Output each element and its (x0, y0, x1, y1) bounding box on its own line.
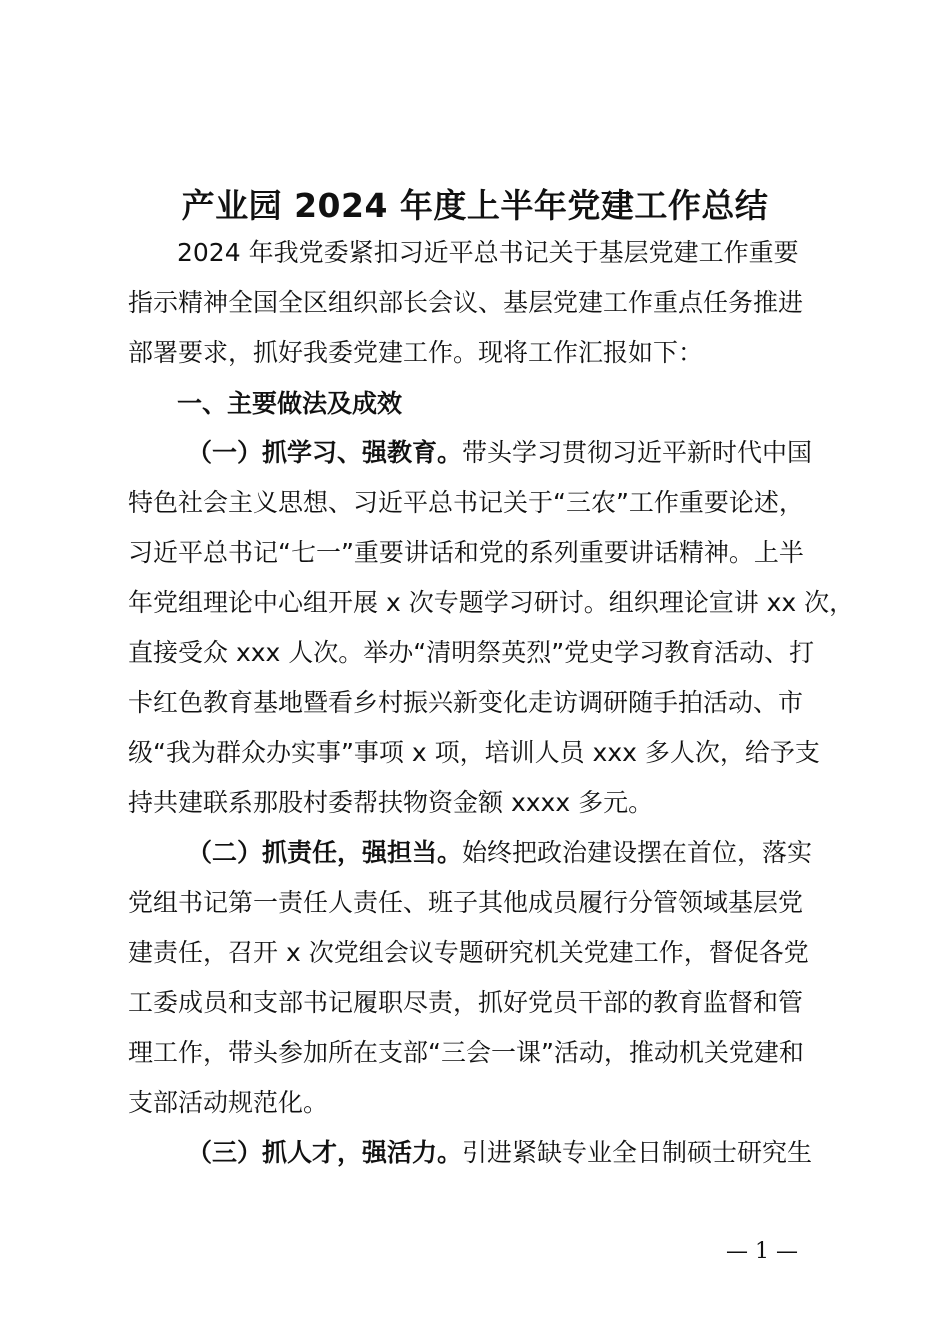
paragraph-line: 特色社会主义思想、习近平总书记关于“三农”工作重要论述， (128, 488, 804, 517)
paragraph-line: 理工作，带头参加所在支部“三会一课”活动，推动机关党建和 (128, 1038, 804, 1067)
paragraph-line: 持共建联系那股村委帮扶物资金额 xxxx 多元。 (128, 788, 654, 817)
section-heading: 一、主要做法及成效 (177, 389, 403, 418)
paragraph-1-text: 带头学习贯彻习近平新时代中国 (462, 438, 813, 467)
document-title: 产业园 2024 年度上半年党建工作总结 (181, 186, 769, 225)
paragraph-line: 年党组理论中心组开展 x 次专题学习研讨。组织理论宣讲 xx 次， (128, 588, 855, 617)
paragraph-line: 级“我为群众办实事”事项 x 项，培训人员 xxx 多人次，给予支 (128, 738, 820, 767)
intro-line: 部署要求，抓好我委党建工作。现将工作汇报如下： (128, 338, 704, 367)
intro-line: 2024 年我党委紧扣习近平总书记关于基层党建工作重要 (177, 238, 799, 267)
paragraph-line: 习近平总书记“七一”重要讲话和党的系列重要讲话精神。上半 (128, 538, 804, 567)
paragraph-line: 工委成员和支部书记履职尽责，抓好党员干部的教育监督和管 (128, 988, 804, 1017)
paragraph-line: 建责任，召开 x 次党组会议专题研究机关党建工作，督促各党 (128, 938, 809, 967)
paragraph-line: 党组书记第一责任人责任、班子其他成员履行分管领域基层党 (128, 888, 804, 917)
page-number: — 1 — (726, 1239, 798, 1264)
paragraph-3-lead: （三）抓人才，强活力。 (187, 1138, 463, 1167)
paragraph-line: 支部活动规范化。 (128, 1088, 329, 1117)
intro-line: 指示精神全国全区组织部长会议、基层党建工作重点任务推进 (128, 288, 804, 317)
paragraph-2-first-line (187, 836, 812, 870)
paragraph-2-text: 始终把政治建设摆在首位，落实 (462, 838, 813, 867)
paragraph-3-first-line (187, 1136, 812, 1170)
paragraph-1-lead: （一）抓学习、强教育。 (187, 438, 463, 467)
paragraph-3-text: 引进紧缺专业全日制硕士研究生 (462, 1138, 813, 1167)
paragraph-1-first-line (187, 436, 812, 470)
paragraph-2-lead: （二）抓责任，强担当。 (187, 838, 463, 867)
paragraph-line: 直接受众 xxx 人次。举办“清明祭英烈”党史学习教育活动、打 (128, 638, 815, 667)
paragraph-line: 卡红色教育基地暨看乡村振兴新变化走访调研随手拍活动、市 (128, 688, 804, 717)
